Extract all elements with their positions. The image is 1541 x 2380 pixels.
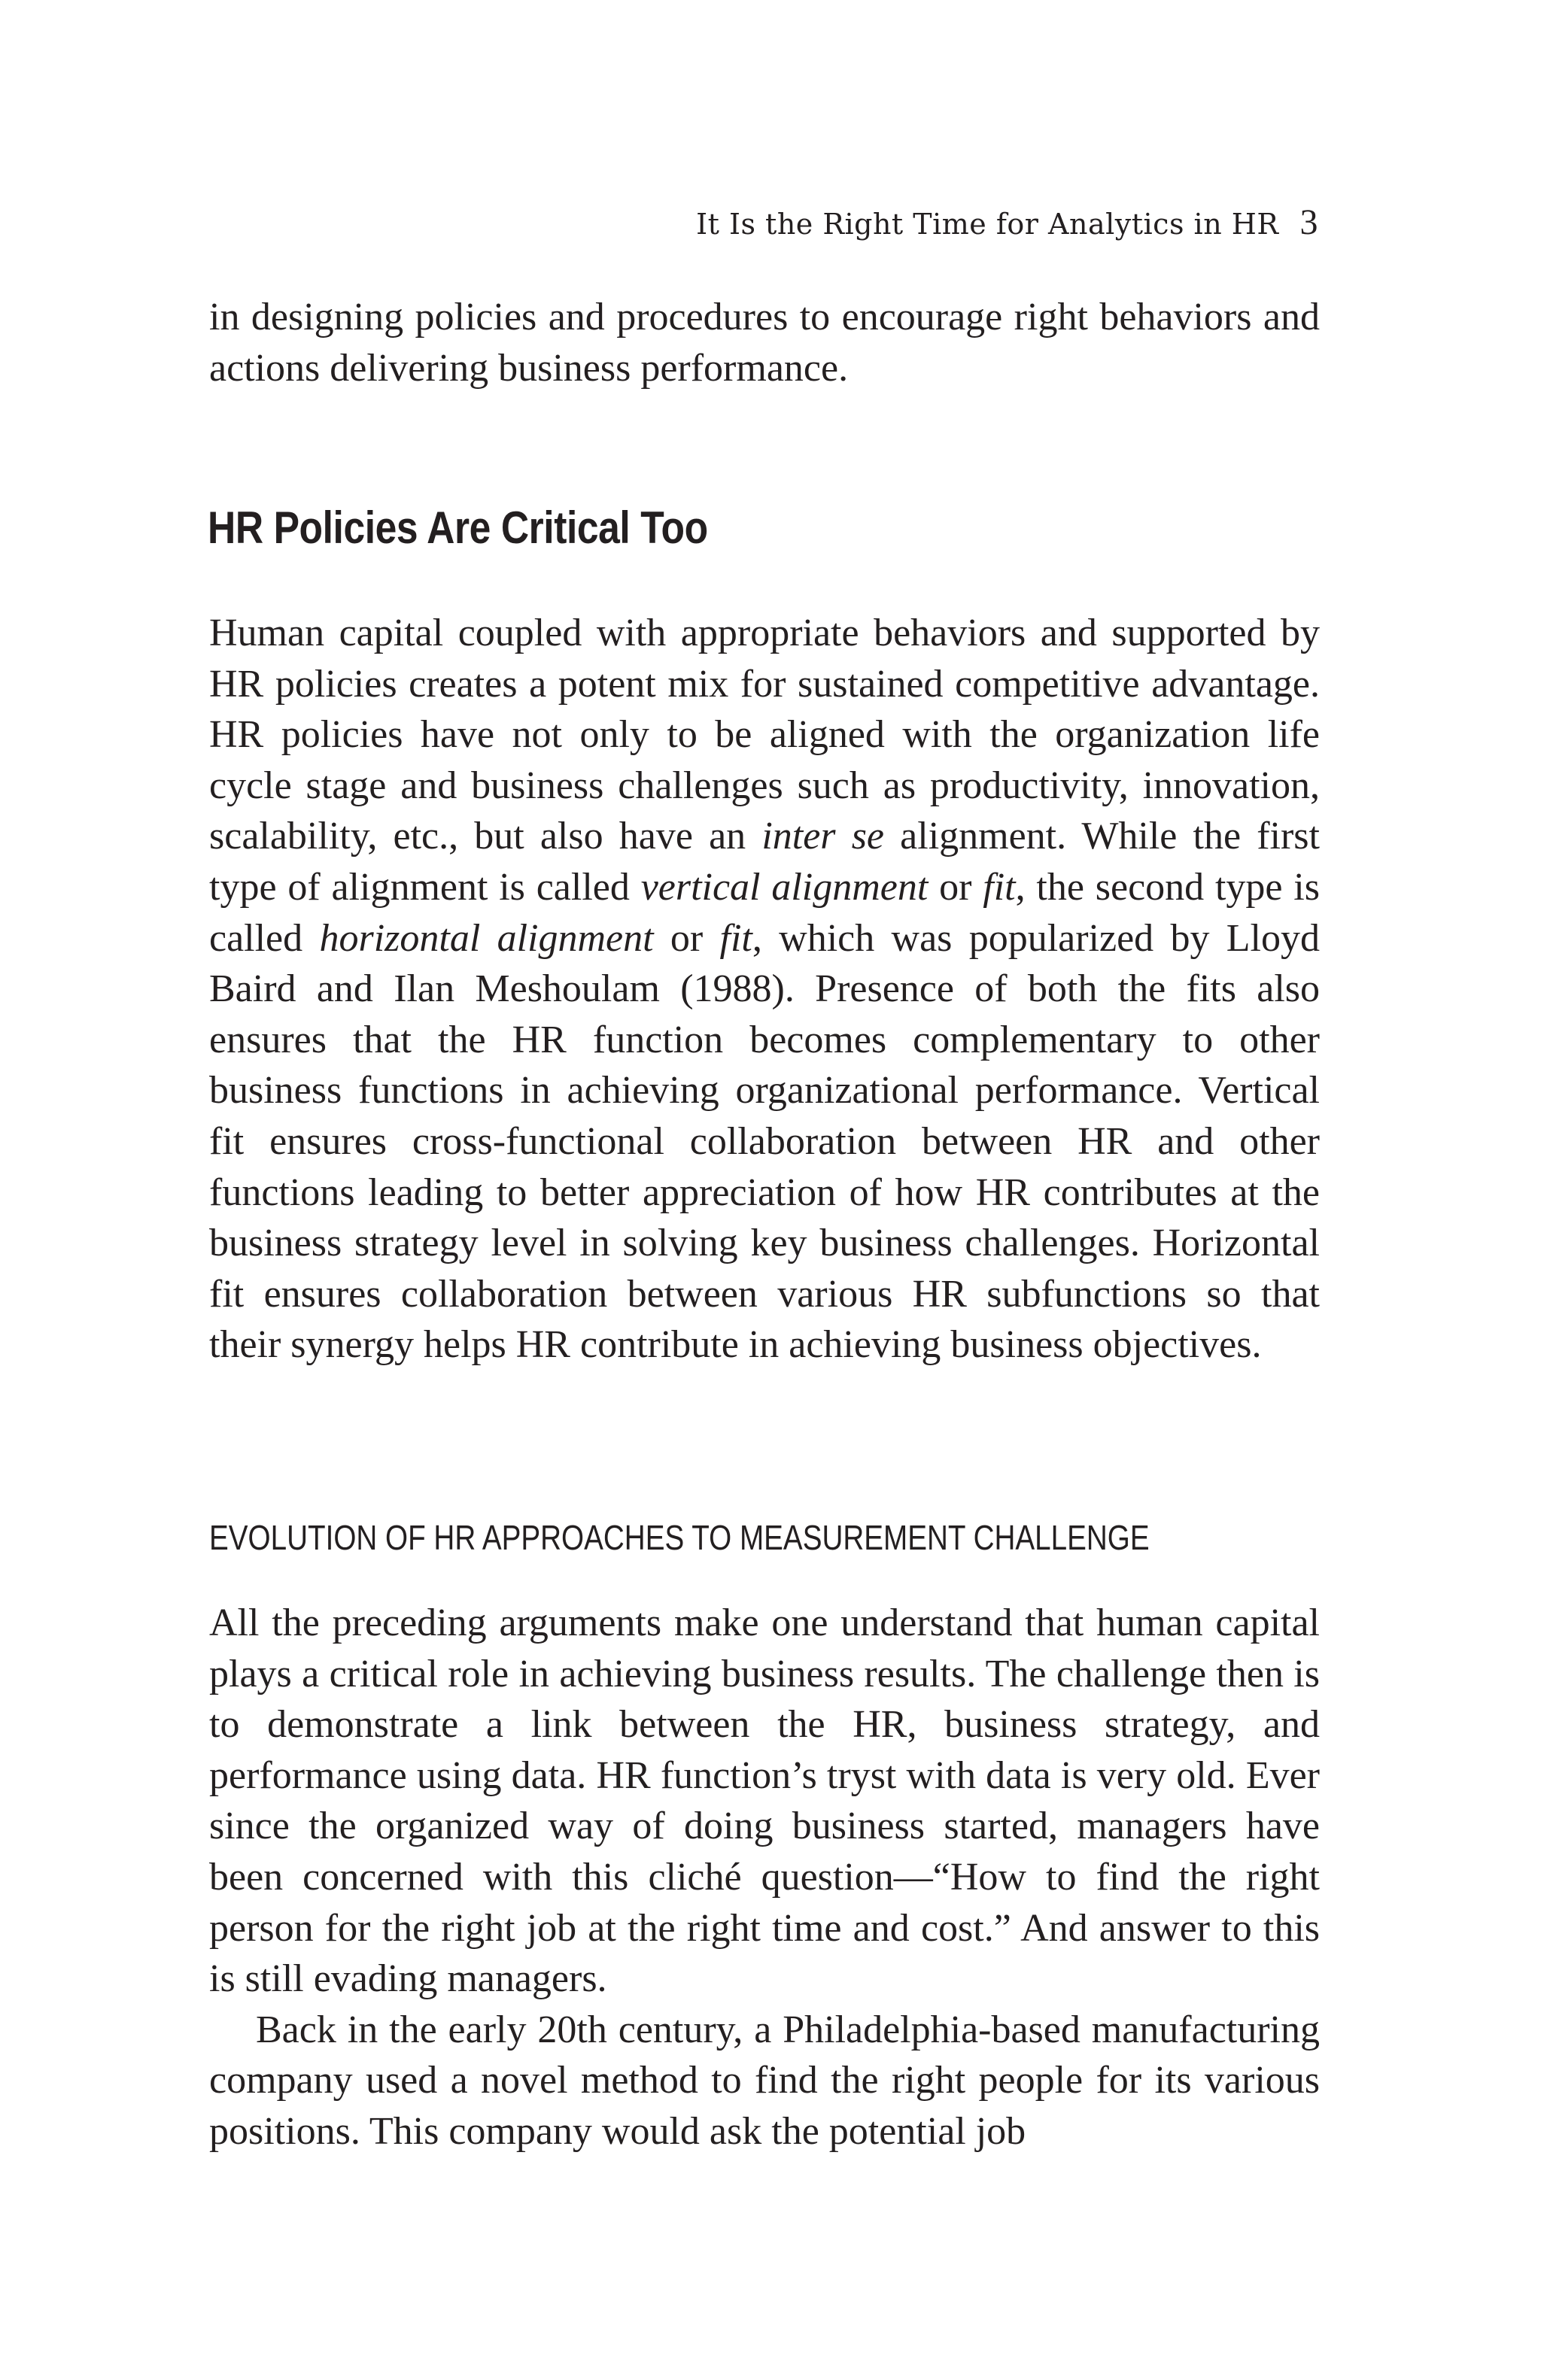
paragraph-text-run: or <box>653 916 720 960</box>
section-paragraph <box>209 608 1320 1371</box>
subsection-paragraph-2: Back in the early 20th century, a Philadelphia-based manufacturing company used a novel method to find the right people for its various positions. This company would ask the potential job <box>209 2008 1320 2153</box>
subsection-body <box>209 1598 1320 2157</box>
italic-term-horizontal-alignment: horizontal alignment <box>319 916 654 960</box>
subsection-paragraph-1: All the preceding arguments make one understand that human capital plays a critical role in achieving business results. The challenge then is to demonstrate a link between the HR, business strategy, and performance using data. HR function’s tryst with data is very old. Ever since the organized way of doing business started, managers have been concerned with this cliché question—“How to find the right person for the right job at the right time and cost.” And answer to this is still evading managers. <box>209 1601 1320 2001</box>
paragraph-text-run: , which was popularized by Lloyd Baird and Ilan Meshoulam (1988). Presence of both the fits also ensures that the HR function becomes complementary to other business functions in achieving organizational performance. Vertical fit ensures cross-functional collaboration between HR and other functions leading to better appreciation of how HR contributes at the business strategy level in solving key business challenges. Horizontal fit ensures collaboration between various HR subfunctions so that their synergy helps HR contribute in achieving business objectives. <box>209 916 1320 1367</box>
italic-term-fit: fit <box>719 916 752 960</box>
italic-term-inter-se: inter se <box>761 815 885 858</box>
section-heading: HR Policies Are Critical Too <box>208 502 708 553</box>
paragraph-text-run: alignment. While the first type of alignment is called <box>209 815 1320 909</box>
section-body <box>209 608 1320 1371</box>
paragraph-text-run: or <box>928 865 983 909</box>
paragraph-text-run: , the second type is called <box>209 865 1320 960</box>
subsection-heading: EVOLUTION OF HR APPROACHES TO MEASUREMENT CHALLENGE <box>209 1518 1150 1557</box>
page-number: 3 <box>1299 202 1318 242</box>
paragraph-text-run: Human capital coupled with appropriate behaviors and supported by HR policies creates a potent mix for sustained competitive advantage. HR policies have not only to be aligned with the organization life cycle stage and business challenges such as productivity, innovation, scalability, etc., but also have an <box>209 612 1320 858</box>
running-head-title: It Is the Right Time for Analytics in HR <box>696 208 1279 241</box>
running-head <box>696 200 1318 247</box>
carryover-text <box>209 292 1320 393</box>
italic-term-fit: fit <box>983 865 1016 909</box>
italic-term-vertical-alignment: vertical alignment <box>640 865 929 909</box>
carryover-paragraph: in designing policies and procedures to encourage right behaviors and actions delivering business performance. <box>209 296 1320 390</box>
